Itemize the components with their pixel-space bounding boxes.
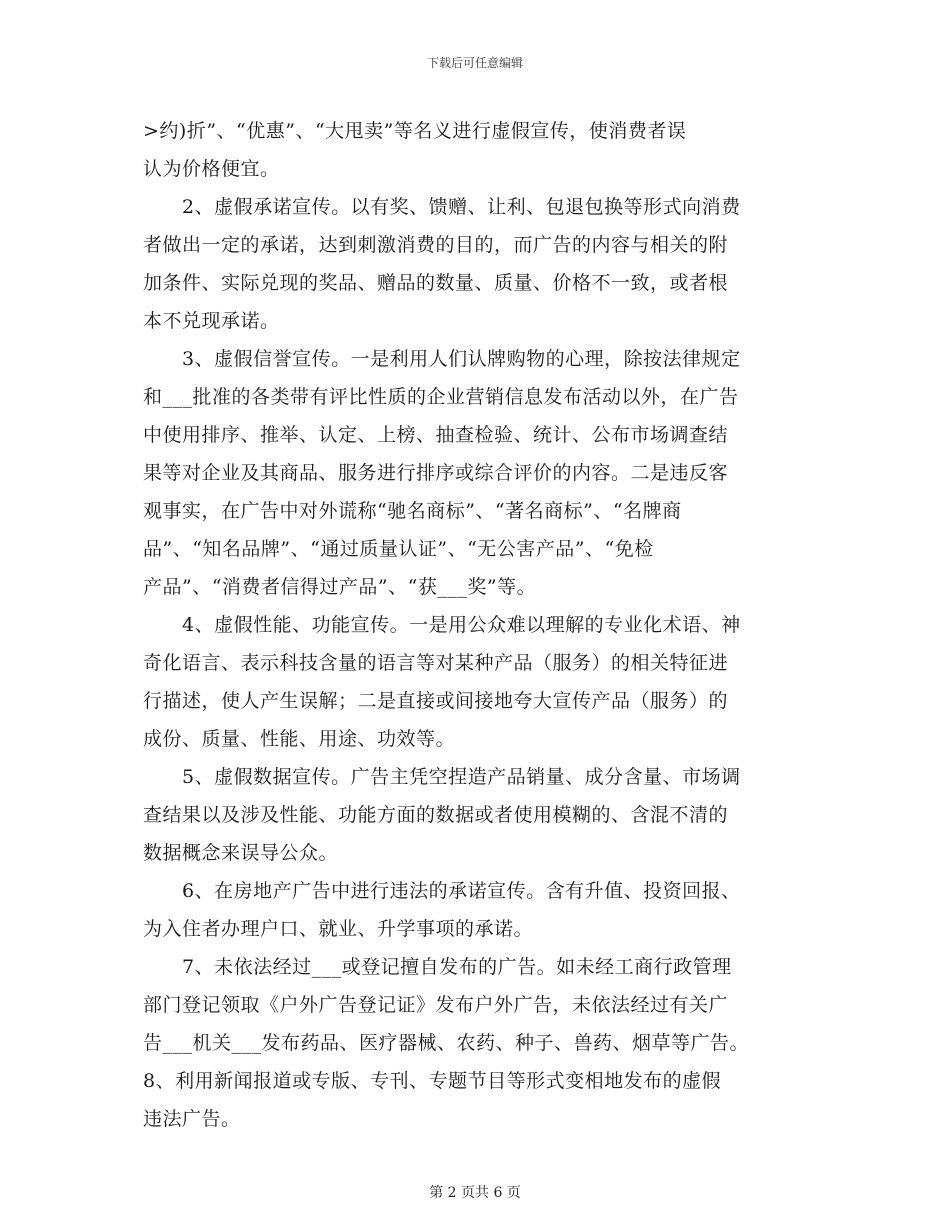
text-line: 为入住者办理户口、就业、升学事项的承诺。 bbox=[143, 918, 534, 940]
text-line: 加条件、实际兑现的奖品、赠品的数量、质量、价格不一致，或者根 bbox=[143, 272, 729, 294]
text-line: 认为价格便宜。 bbox=[143, 158, 280, 180]
text-line: 者做出一定的承诺，达到刺激消费的目的，而广告的内容与相关的附 bbox=[143, 234, 729, 256]
text-line: 查结果以及涉及性能、功能方面的数据或者使用模糊的、含混不清的 bbox=[143, 804, 729, 826]
text-line: 行描述，使人产生误解；二是直接或间接地夸大宣传产品（服务）的 bbox=[143, 690, 729, 712]
page-footer: 第 2 页共 6 页 bbox=[429, 1185, 521, 1201]
text-line: 中使用排序、推举、认定、上榜、抽查检验、统计、公布市场调查结 bbox=[143, 424, 729, 446]
document-body bbox=[143, 112, 807, 1138]
text-line: 7、未依法经过___或登记擅自发布的广告。如未经工商行政管理 bbox=[143, 956, 732, 978]
text-line: 3、虚假信誉宣传。一是利用人们认牌购物的心理，除按法律规定 bbox=[143, 348, 741, 370]
text-line: 观事实，在广告中对外谎称“驰名商标”、“著名商标”、“名牌商 bbox=[143, 500, 682, 522]
text-line: 数据概念来误导公众。 bbox=[143, 842, 339, 864]
text-line: 8、利用新闻报道或专版、专刊、专题节目等形式变相地发布的虚假 bbox=[143, 1070, 722, 1092]
text-line: 品”、“知名品牌”、“通过质量认证”、“无公害产品”、“免检 bbox=[143, 538, 654, 560]
text-line: 部门登记领取《户外广告登记证》发布户外广告，未依法经过有关广 bbox=[143, 994, 729, 1016]
text-line: 4、虚假性能、功能宣传。一是用公众难以理解的专业化术语、神 bbox=[143, 614, 741, 636]
text-line: 2、虚假承诺宣传。以有奖、馈赠、让利、包退包换等形式向消费 bbox=[143, 196, 741, 218]
text-line: 和___批准的各类带有评比性质的企业营销信息发布活动以外，在广告 bbox=[143, 386, 739, 408]
text-line: 产品”、“消费者信得过产品”、“获___奖”等。 bbox=[143, 576, 537, 598]
text-line: 违法广告。 bbox=[143, 1108, 241, 1130]
text-line: 告___机关___发布药品、医疗器械、农药、种子、兽药、烟草等广告。 bbox=[143, 1032, 750, 1054]
text-line: >约)折”、“优惠”、“大甩卖”等名义进行虚假宣传，使消费者误 bbox=[143, 120, 687, 142]
text-line: 果等对企业及其商品、服务进行排序或综合评价的内容。二是违反客 bbox=[143, 462, 729, 484]
text-line: 5、虚假数据宣传。广告主凭空捏造产品销量、成分含量、市场调 bbox=[143, 766, 741, 788]
text-line: 奇化语言、表示科技含量的语言等对某种产品（服务）的相关特征进 bbox=[143, 652, 729, 674]
text-line: 成份、质量、性能、用途、功效等。 bbox=[143, 728, 456, 750]
text-line: 本不兑现承诺。 bbox=[143, 310, 280, 332]
page-header: 下载后可任意编辑 bbox=[426, 56, 523, 70]
text-line: 6、在房地产广告中进行违法的承诺宣传。含有升值、投资回报、 bbox=[143, 880, 741, 902]
